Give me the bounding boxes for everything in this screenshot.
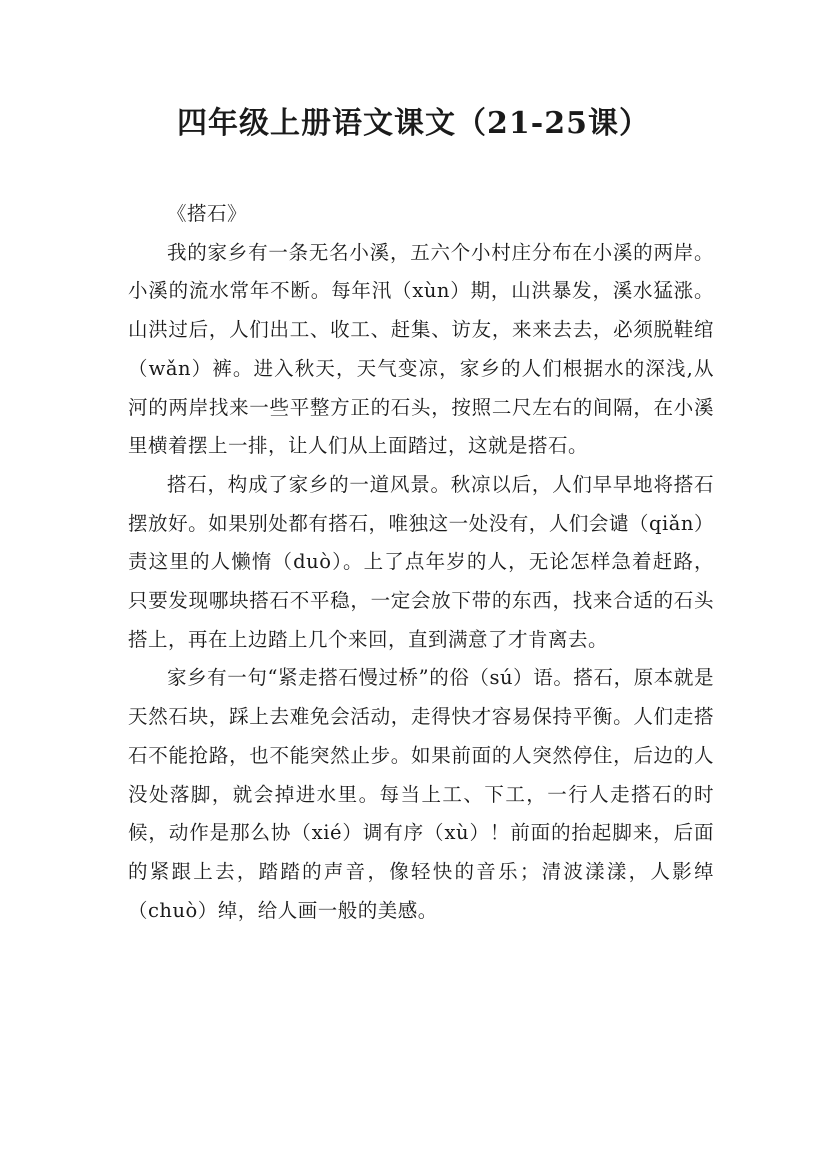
document-body [128,195,714,930]
lesson-title: 《搭石》 [167,202,248,225]
paragraph-1: 我的家乡有一条无名小溪，五六个小村庄分布在小溪的两岸。小溪的流水常年不断。每年汛（xùn）期，山洪暴发，溪水猛涨。山洪过后，人们出工、收工、赶集、访友，来来去去，必须脱鞋绾（wǎn）裤。进入秋天，天气变凉，家乡的人们根据水的深浅,从河的两岸找来一些平整方正的石头，按照二尺左右的间隔，在小溪里横着摆上一排，让人们从上面踏过，这就是搭石。 [128,240,714,458]
paragraph-2: 搭石，构成了家乡的一道风景。秋凉以后，人们早早地将搭石摆放好。如果别处都有搭石，唯独这一处没有，人们会谴（qiǎn）责这里的人懒惰（duò）。上了点年岁的人，无论怎样急着赶路，只要发现哪块搭石不平稳，一定会放下带的东西，找来合适的石头搭上，再在上边踏上几个来回，直到满意了才肯离去。 [128,472,714,651]
document-title: 四年级上册语文课文（21-25课） [177,106,650,141]
paragraph-3: 家乡有一句“紧走搭石慢过桥”的俗（sú）语。搭石，原本就是天然石块，踩上去难免会活动，走得快才容易保持平衡。人们走搭石不能抢路，也不能突然止步。如果前面的人突然停住，后边的人没处落脚，就会掉进水里。每当上工、下工，一行人走搭石的时候，动作是那么协（xié）调有序（xù）！前面的抬起脚来，后面的紧跟上去，踏踏的声音，像轻快的音乐；清波漾漾，人影绰（chuò）绰，给人画一般的美感。 [128,666,714,922]
